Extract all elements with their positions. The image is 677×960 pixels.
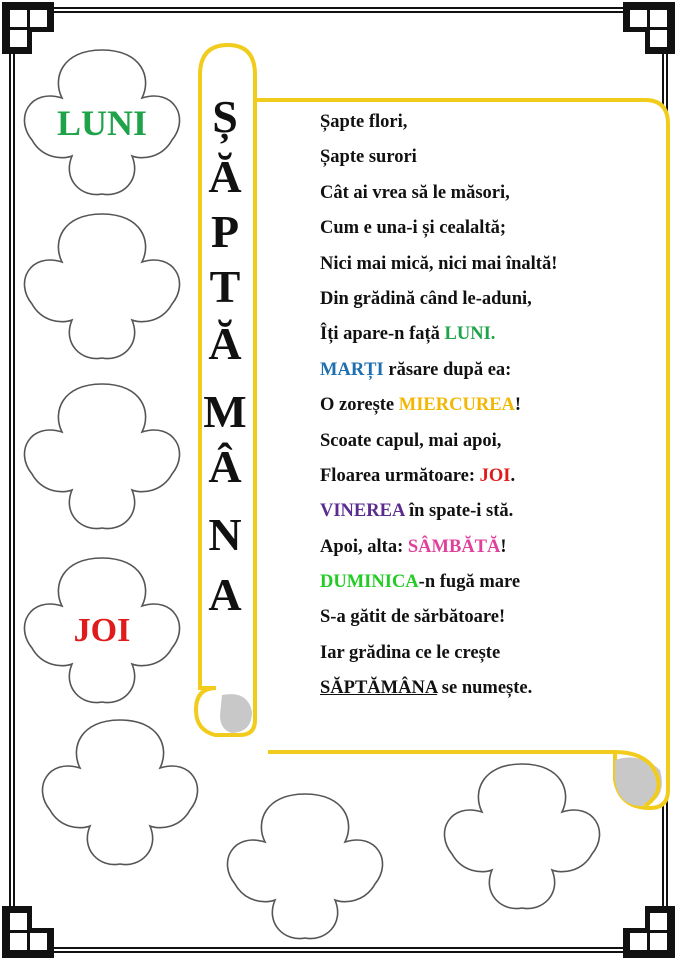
title-letter: Ă [208, 318, 242, 369]
poem-line: SĂPTĂMÂNA se numește. [320, 678, 533, 699]
poem [320, 105, 665, 707]
poem-line: Cum e una-i și cealaltă; [320, 218, 507, 239]
flower-label-luni: LUNI [56, 103, 148, 143]
poem-line: Nici mai mică, nici mai înaltă! [320, 253, 558, 274]
title-letter: N [208, 509, 242, 560]
day-word-marti: MARȚI [320, 359, 384, 380]
poem-line: Scoate capul, mai apoi, [320, 430, 502, 451]
title-letter: Â [208, 441, 242, 492]
poem-line: S-a gătit de sărbătoare! [320, 607, 506, 628]
day-word-luni: LUNI. [444, 324, 496, 345]
poem-line: Șapte flori, [320, 112, 408, 132]
corner-ornament-icon [623, 2, 675, 54]
poem-line: Apoi, alta: SÂMBĂTĂ! [320, 536, 507, 557]
word-saptamana: SĂPTĂMÂNA [320, 678, 438, 699]
corner-ornament-icon [2, 2, 54, 54]
title-letter: M [203, 386, 247, 437]
flower-outline-icon [444, 764, 599, 909]
day-word-miercuri: MIERCUREA [398, 395, 515, 416]
title-letter: Ă [208, 151, 242, 202]
flower-outline-icon [227, 794, 382, 939]
day-word-sambata: SÂMBĂTĂ [407, 536, 501, 557]
poem-line: Iar grădina ce le crește [320, 642, 501, 663]
poem-line: Îți apare-n față LUNI. [320, 324, 496, 345]
title-letter: A [208, 569, 242, 620]
poem-line: Cât ai vrea să le măsori, [320, 182, 510, 203]
flower-outline-icon [42, 720, 197, 865]
poem-line: O zorește MIERCUREA! [320, 395, 522, 416]
poem-line: VINEREA în spate-i stă. [320, 501, 514, 522]
title-letter: Ș [212, 91, 238, 142]
poem-line: MARȚI răsare după ea: [320, 359, 512, 380]
day-word-vineri: VINEREA [320, 501, 405, 522]
poem-line: DUMINICA-n fugă mare [320, 572, 521, 593]
poem-line: Șapte surori [320, 147, 417, 168]
poem-line: Floarea următoare: JOI. [320, 465, 516, 486]
title-letter: P [210, 206, 240, 257]
corner-ornament-icon [2, 906, 54, 958]
day-word-joi: JOI [479, 465, 511, 486]
day-word-duminica: DUMINICA [320, 572, 419, 593]
flower-outline-icon [24, 384, 179, 529]
title-letter: T [209, 261, 241, 312]
poem-line: Din grădină când le-aduni, [320, 288, 532, 309]
flower-label-joi: JOI [73, 612, 131, 649]
flower-outline-icon [24, 214, 179, 359]
corner-ornament-icon [623, 906, 675, 958]
